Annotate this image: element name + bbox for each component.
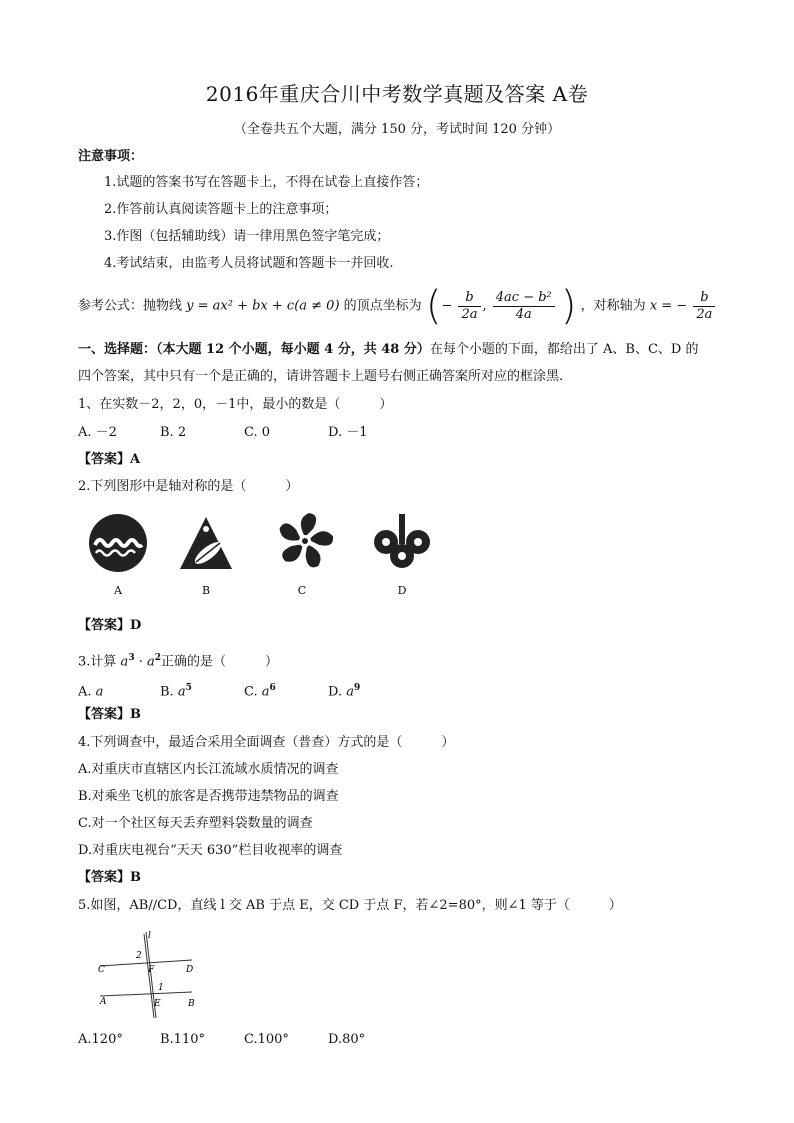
label-line-l: l [148, 931, 151, 941]
question-1-stem: 1、在实数－2，2，0，－1中，最小的数是（ ） [78, 397, 393, 412]
q3-option-c-letter: C. [244, 684, 258, 700]
axis-lhs: x = − [649, 298, 688, 314]
q3-base-2: a [146, 654, 155, 670]
figure-label-d: D [397, 584, 407, 597]
left-paren: ( [425, 283, 442, 329]
q4-option-c: C.对一个社区每天丢弃塑料袋数量的调查 [78, 816, 313, 831]
q3-option-c-base: a [261, 684, 270, 700]
notice-item: 4.考试结束，由监考人员将试题和答题卡一并回收. [104, 256, 394, 271]
label-point-e: E [154, 999, 161, 1009]
section-intro-line2: 四个答案，其中只有一个是正确的，请讲答题卡上题号右侧正确答案所对应的框涂黑. [78, 369, 564, 384]
q3-answer: 【答案】B [78, 707, 141, 722]
vertex-x-fraction [458, 290, 480, 323]
q1-answer: 【答案】A [78, 452, 141, 467]
q3-option-d-base: a [346, 684, 354, 700]
notice-item: 2.作答前认真阅读答题卡上的注意事项； [104, 202, 338, 217]
formula-prefix: 参考公式：抛物线 [78, 298, 183, 314]
figure-b-triangle-emblem [178, 515, 234, 571]
q1-option-a: A. －2 [78, 425, 117, 440]
notice-item: 3.作图（包括辅助线）请一律用黑色签字笔完成； [104, 229, 390, 244]
label-point-d: D [186, 965, 194, 975]
figure-label-c: C [297, 584, 307, 597]
vertex-y-denominator: 4a [515, 306, 532, 322]
q3-stem-post: 正确的是（ ） [161, 654, 279, 670]
question-2-stem: 2.下列图形中是轴对称的是（ ） [78, 479, 299, 494]
right-paren: ) [560, 283, 577, 329]
q4-option-b: B.对乘坐飞机的旅客是否携带违禁物品的调查 [78, 789, 339, 804]
label-point-c: C [98, 965, 105, 975]
q4-option-d: D.对重庆电视台“天天 630”栏目收视率的调查 [78, 843, 343, 858]
q3-option-d [328, 679, 360, 701]
axis-fraction [693, 290, 715, 323]
vertex-y-numerator: 4ac − b² [493, 290, 555, 307]
figure-a-wave-emblem [88, 513, 148, 573]
q3-option-a-letter: A. [78, 684, 92, 700]
q3-exp-2: 2 [154, 653, 162, 663]
q5-option-d: D.80° [328, 1032, 366, 1047]
q1-option-b: B. 2 [160, 425, 187, 440]
reference-formula: 参考公式：抛物线 y = ax² + bx + c(a ≠ 0) 的顶点坐标为 (− $\frac{b}{2a}$ , $\frac{\text{4ac − b²}}{4a}$ ) ，对称轴为 x = − $\frac{b}{2a}$ [78, 286, 717, 330]
label-angle-1: 1 [158, 983, 164, 993]
q3-option-b-letter: B. [160, 684, 174, 700]
q5-option-b: B.110° [160, 1032, 205, 1047]
q1-option-c: C. 0 [244, 425, 271, 440]
label-angle-2: 2 [136, 951, 142, 961]
section-heading [78, 341, 698, 359]
axis-numerator: b [693, 290, 715, 307]
axis-denominator: 2a [696, 306, 713, 322]
label-point-f: F [148, 965, 155, 975]
q3-exp-1: 3 [128, 653, 135, 663]
section-title: 一、选择题：（本大题 12 个小题，每小题 4 分，共 48 分） [78, 342, 430, 357]
q3-option-d-letter: D. [328, 684, 343, 700]
q3-option-a-base: a [95, 684, 104, 700]
question-4-stem: 4.下列调查中，最适合采用全面调查（普查）方式的是（ ） [78, 735, 455, 750]
label-point-b: B [188, 999, 195, 1009]
q5-option-c: C.100° [244, 1032, 289, 1047]
page-title: 2016年重庆合川中考数学真题及答案 A卷 [205, 82, 589, 106]
formula-mid: 的顶点坐标为 [343, 298, 422, 314]
q3-dot: · [134, 654, 147, 670]
q1-option-d: D. －1 [328, 425, 368, 440]
label-point-a: A [100, 997, 107, 1007]
figure-label-b: B [201, 584, 211, 597]
q3-option-b-base: a [177, 684, 186, 700]
q4-answer: 【答案】B [78, 870, 141, 885]
q3-option-c [244, 679, 276, 701]
question-3-stem [78, 649, 278, 671]
question-5-stem: 5.如图，AB//CD，直线 l 交 AB 于点 E，交 CD 于点 F，若∠2=80°，则∠1 等于（ ） [78, 898, 622, 913]
q3-stem-pre: 3.计算 [78, 654, 121, 670]
exam-info: （全卷共五个大题，满分 150 分，考试时间 120 分钟） [233, 122, 561, 137]
q2-answer: 【答案】D [78, 618, 142, 633]
q3-option-c-exp: 6 [269, 683, 276, 693]
q3-option-b-exp: 5 [185, 683, 192, 693]
figure-label-a: A [114, 584, 122, 597]
formula-suffix: ，对称轴为 [580, 298, 646, 314]
vertex-x-denominator: 2a [461, 306, 478, 322]
q3-option-a [78, 679, 103, 701]
vertex-y-fraction [493, 290, 555, 323]
figure-d-circles-emblem [372, 512, 432, 572]
figure-c-flower-emblem [276, 512, 334, 570]
q5-option-a: A.120° [78, 1032, 123, 1047]
q3-option-b [160, 679, 192, 701]
q4-option-a: A.对重庆市直辖区内长江流域水质情况的调查 [78, 762, 339, 777]
vertex-x-numerator: b [458, 290, 480, 307]
q3-base-1: a [120, 654, 129, 670]
q3-option-d-exp: 9 [354, 683, 361, 693]
notice-heading: 注意事项： [78, 149, 144, 164]
parabola-equation: y = ax² + bx + c(a ≠ 0) [186, 298, 340, 314]
figure-parallel-lines [92, 926, 212, 1022]
section-intro: 在每个小题的下面，都给出了 A、B、C、D 的 [429, 342, 699, 357]
notice-item: 1.试题的答案书写在答题卡上，不得在试卷上直接作答； [104, 175, 429, 190]
